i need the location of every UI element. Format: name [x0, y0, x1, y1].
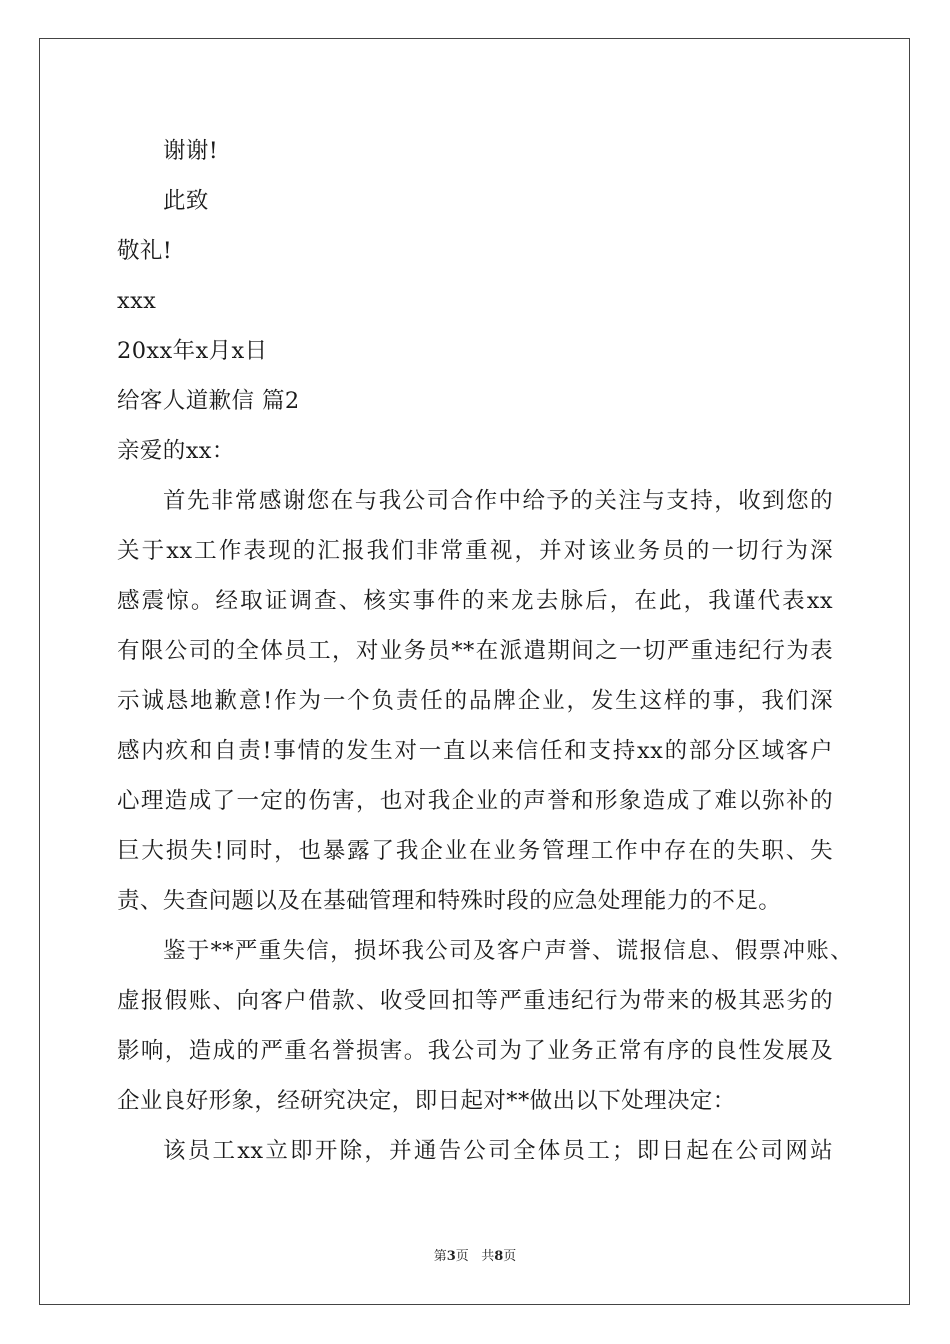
paragraph-3-line: 该员工xx立即开除，并通告公司全体员工；即日起在公司网站 — [163, 1138, 833, 1164]
paragraph-1-line: 心理造成了一定的伤害，也对我企业的声誉和形象造成了难以弥补的 — [117, 788, 833, 814]
footer-mid: 页 共 — [455, 1249, 495, 1264]
signature: xxx — [117, 288, 157, 314]
closing-jingli: 敬礼! — [117, 238, 173, 264]
date: 20xx年x月x日 — [117, 338, 268, 364]
paragraph-1-line: 责、失查问题以及在基础管理和特殊时段的应急处理能力的不足。 — [117, 888, 782, 914]
paragraph-2-line: 企业良好形象，经研究决定，即日起对**做出以下处理决定： — [117, 1088, 736, 1114]
paragraph-2-line: 影响，造成的严重名誉损害。我公司为了业务正常有序的良性发展及 — [117, 1038, 833, 1064]
footer-suffix: 页 — [503, 1249, 517, 1264]
paragraph-1-line: 感震惊。经取证调查、核实事件的来龙去脉后，在此，我谨代表xx — [117, 588, 833, 614]
paragraph-2-line: 鉴于**严重失信，损坏我公司及客户声誉、谎报信息、假票冲账、 — [163, 938, 853, 964]
paragraph-1-line: 首先非常感谢您在与我公司合作中给予的关注与支持，收到您的 — [163, 488, 833, 514]
closing-cizhi: 此致 — [163, 188, 209, 214]
page-footer — [0, 1248, 950, 1266]
paragraph-1-line: 关于xx工作表现的汇报我们非常重视，并对该业务员的一切行为深 — [117, 538, 833, 564]
paragraph-1-line: 有限公司的全体员工，对业务员**在派遣期间之一切严重违纪行为表 — [117, 638, 833, 664]
salutation: 亲爱的xx： — [117, 438, 235, 464]
section-title: 给客人道歉信 篇2 — [117, 388, 300, 414]
paragraph-1-line: 巨大损失!同时，也暴露了我企业在业务管理工作中存在的失职、失 — [117, 838, 833, 864]
paragraph-2-line: 虚报假账、向客户借款、收受回扣等严重违纪行为带来的极其恶劣的 — [117, 988, 833, 1014]
paragraph-1-line: 感内疚和自责!事情的发生对一直以来信任和支持xx的部分区域客户 — [117, 738, 833, 764]
footer-page-current: 3 — [446, 1249, 456, 1264]
closing-thanks: 谢谢! — [163, 138, 219, 164]
paragraph-1-line: 示诚恳地歉意!作为一个负责任的品牌企业，发生这样的事，我们深 — [117, 688, 833, 714]
footer-page-total: 8 — [494, 1249, 504, 1264]
footer-prefix: 第 — [433, 1249, 447, 1264]
